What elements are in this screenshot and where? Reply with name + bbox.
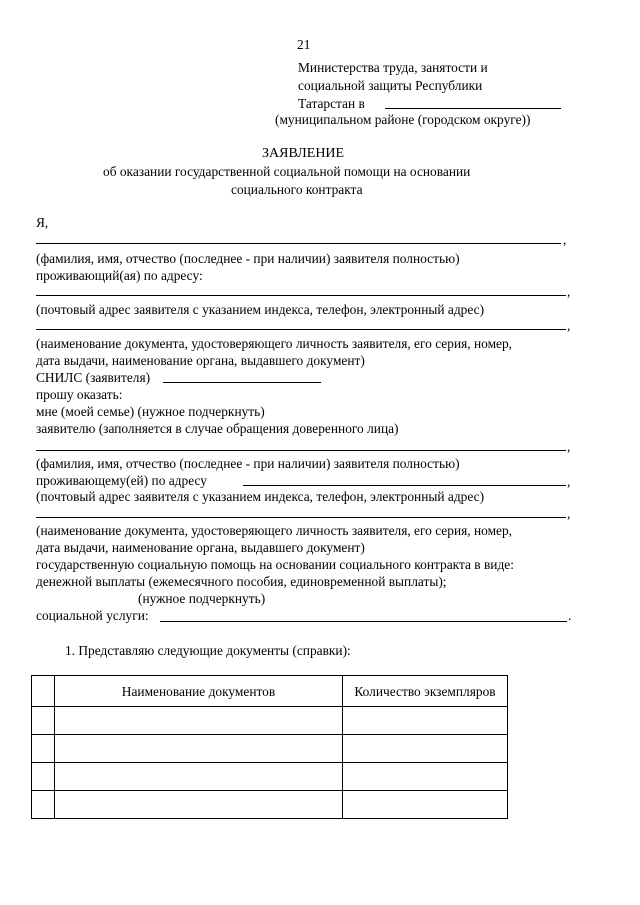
table-cell-index[interactable] — [32, 763, 55, 791]
table-cell-copies[interactable] — [343, 791, 508, 819]
ya-label: Я, — [36, 215, 49, 230]
table-row — [32, 763, 508, 791]
table-row — [32, 791, 508, 819]
form-subtitle-1: об оказании государственной социальной помощи на основании — [103, 164, 471, 179]
comma-4: , — [567, 439, 571, 454]
table-cell-document-name[interactable] — [55, 763, 343, 791]
id-doc-hint-3: (наименование документа, удостоверяющего личность заявителя, его серия, номер, — [36, 523, 513, 538]
address-hint-2: (почтовый адрес заявителя с указанием индекса, телефон, электронный адрес) — [36, 489, 485, 504]
applicant-address-field-2[interactable] — [243, 485, 566, 486]
applicant-id-document-field[interactable] — [36, 329, 566, 330]
table-cell-copies[interactable] — [343, 707, 508, 735]
applicant-fio-field[interactable] — [36, 243, 561, 244]
applicant-address-field[interactable] — [36, 295, 566, 296]
comma-1: , — [563, 232, 567, 247]
id-doc-hint-1: (наименование документа, удостоверяющего личность заявителя, его серия, номер, — [36, 336, 513, 351]
to-me-label: мне (моей семье) (нужное подчеркнуть) — [36, 404, 265, 419]
applicant-id-document-field-2[interactable] — [36, 517, 566, 518]
table-cell-copies[interactable] — [343, 763, 508, 791]
snils-field[interactable] — [163, 382, 321, 383]
page-number: 21 — [297, 37, 311, 52]
to-applicant-label: заявителю (заполняется в случае обращения доверенного лица) — [36, 421, 399, 436]
comma-2: , — [567, 284, 571, 299]
table-cell-document-name[interactable] — [55, 707, 343, 735]
documents-intro: 1. Представляю следующие документы (справки): — [65, 643, 351, 658]
request-label: прошу оказать: — [36, 387, 123, 402]
residing-label: проживающий(ая) по адресу: — [36, 268, 203, 283]
table-cell-index[interactable] — [32, 791, 55, 819]
form-title: ЗАЯВЛЕНИЕ — [262, 146, 345, 161]
comma-3: , — [567, 318, 571, 333]
social-service-field[interactable] — [160, 621, 567, 622]
table-row — [32, 735, 508, 763]
applicant-fio-field-2[interactable] — [36, 450, 566, 451]
table-cell-index[interactable] — [32, 735, 55, 763]
table-cell-copies[interactable] — [343, 735, 508, 763]
id-doc-hint-2: дата выдачи, наименование органа, выдавшего документ) — [36, 353, 365, 368]
table-header-count: Количество экземпляров — [343, 676, 508, 707]
service-label: социальной услуги: — [36, 608, 149, 623]
underline-hint: (нужное подчеркнуть) — [138, 591, 266, 606]
id-doc-hint-4: дата выдачи, наименование органа, выдавшего документ) — [36, 540, 365, 555]
addressee-line-1: Министерства труда, занятости и — [298, 60, 488, 75]
aid-line-1: государственную социальную помощь на основании социального контракта в виде: — [36, 557, 514, 572]
fio-hint: (фамилия, имя, отчество (последнее - при наличии) заявителя полностью) — [36, 251, 460, 266]
fio-hint-2: (фамилия, имя, отчество (последнее - при наличии) заявителя полностью) — [36, 456, 460, 471]
aid-line-2: денежной выплаты (ежемесячного пособия, единовременной выплаты); — [36, 574, 447, 589]
form-subtitle-2: социального контракта — [231, 182, 363, 197]
addressee-line-4: (муниципальном районе (городском округе)) — [275, 112, 531, 127]
table-cell-document-name[interactable] — [55, 735, 343, 763]
residing-label-2: проживающему(ей) по адресу — [36, 473, 207, 488]
table-header-name: Наименование документов — [55, 676, 343, 707]
comma-6: , — [567, 506, 571, 521]
table-cell-document-name[interactable] — [55, 791, 343, 819]
address-hint: (почтовый адрес заявителя с указанием индекса, телефон, электронный адрес) — [36, 302, 485, 317]
table-header-row — [32, 676, 508, 707]
table-cell-index[interactable] — [32, 707, 55, 735]
snils-label: СНИЛС (заявителя) — [36, 370, 151, 385]
addressee-line-3: Татарстан в — [298, 96, 365, 111]
table-row — [32, 707, 508, 735]
district-field[interactable] — [385, 108, 561, 109]
documents-table — [31, 675, 508, 819]
period-end: . — [568, 608, 572, 623]
table-header-index-cell — [32, 676, 55, 707]
comma-5: , — [567, 474, 571, 489]
addressee-line-2: социальной защиты Республики — [298, 78, 483, 93]
